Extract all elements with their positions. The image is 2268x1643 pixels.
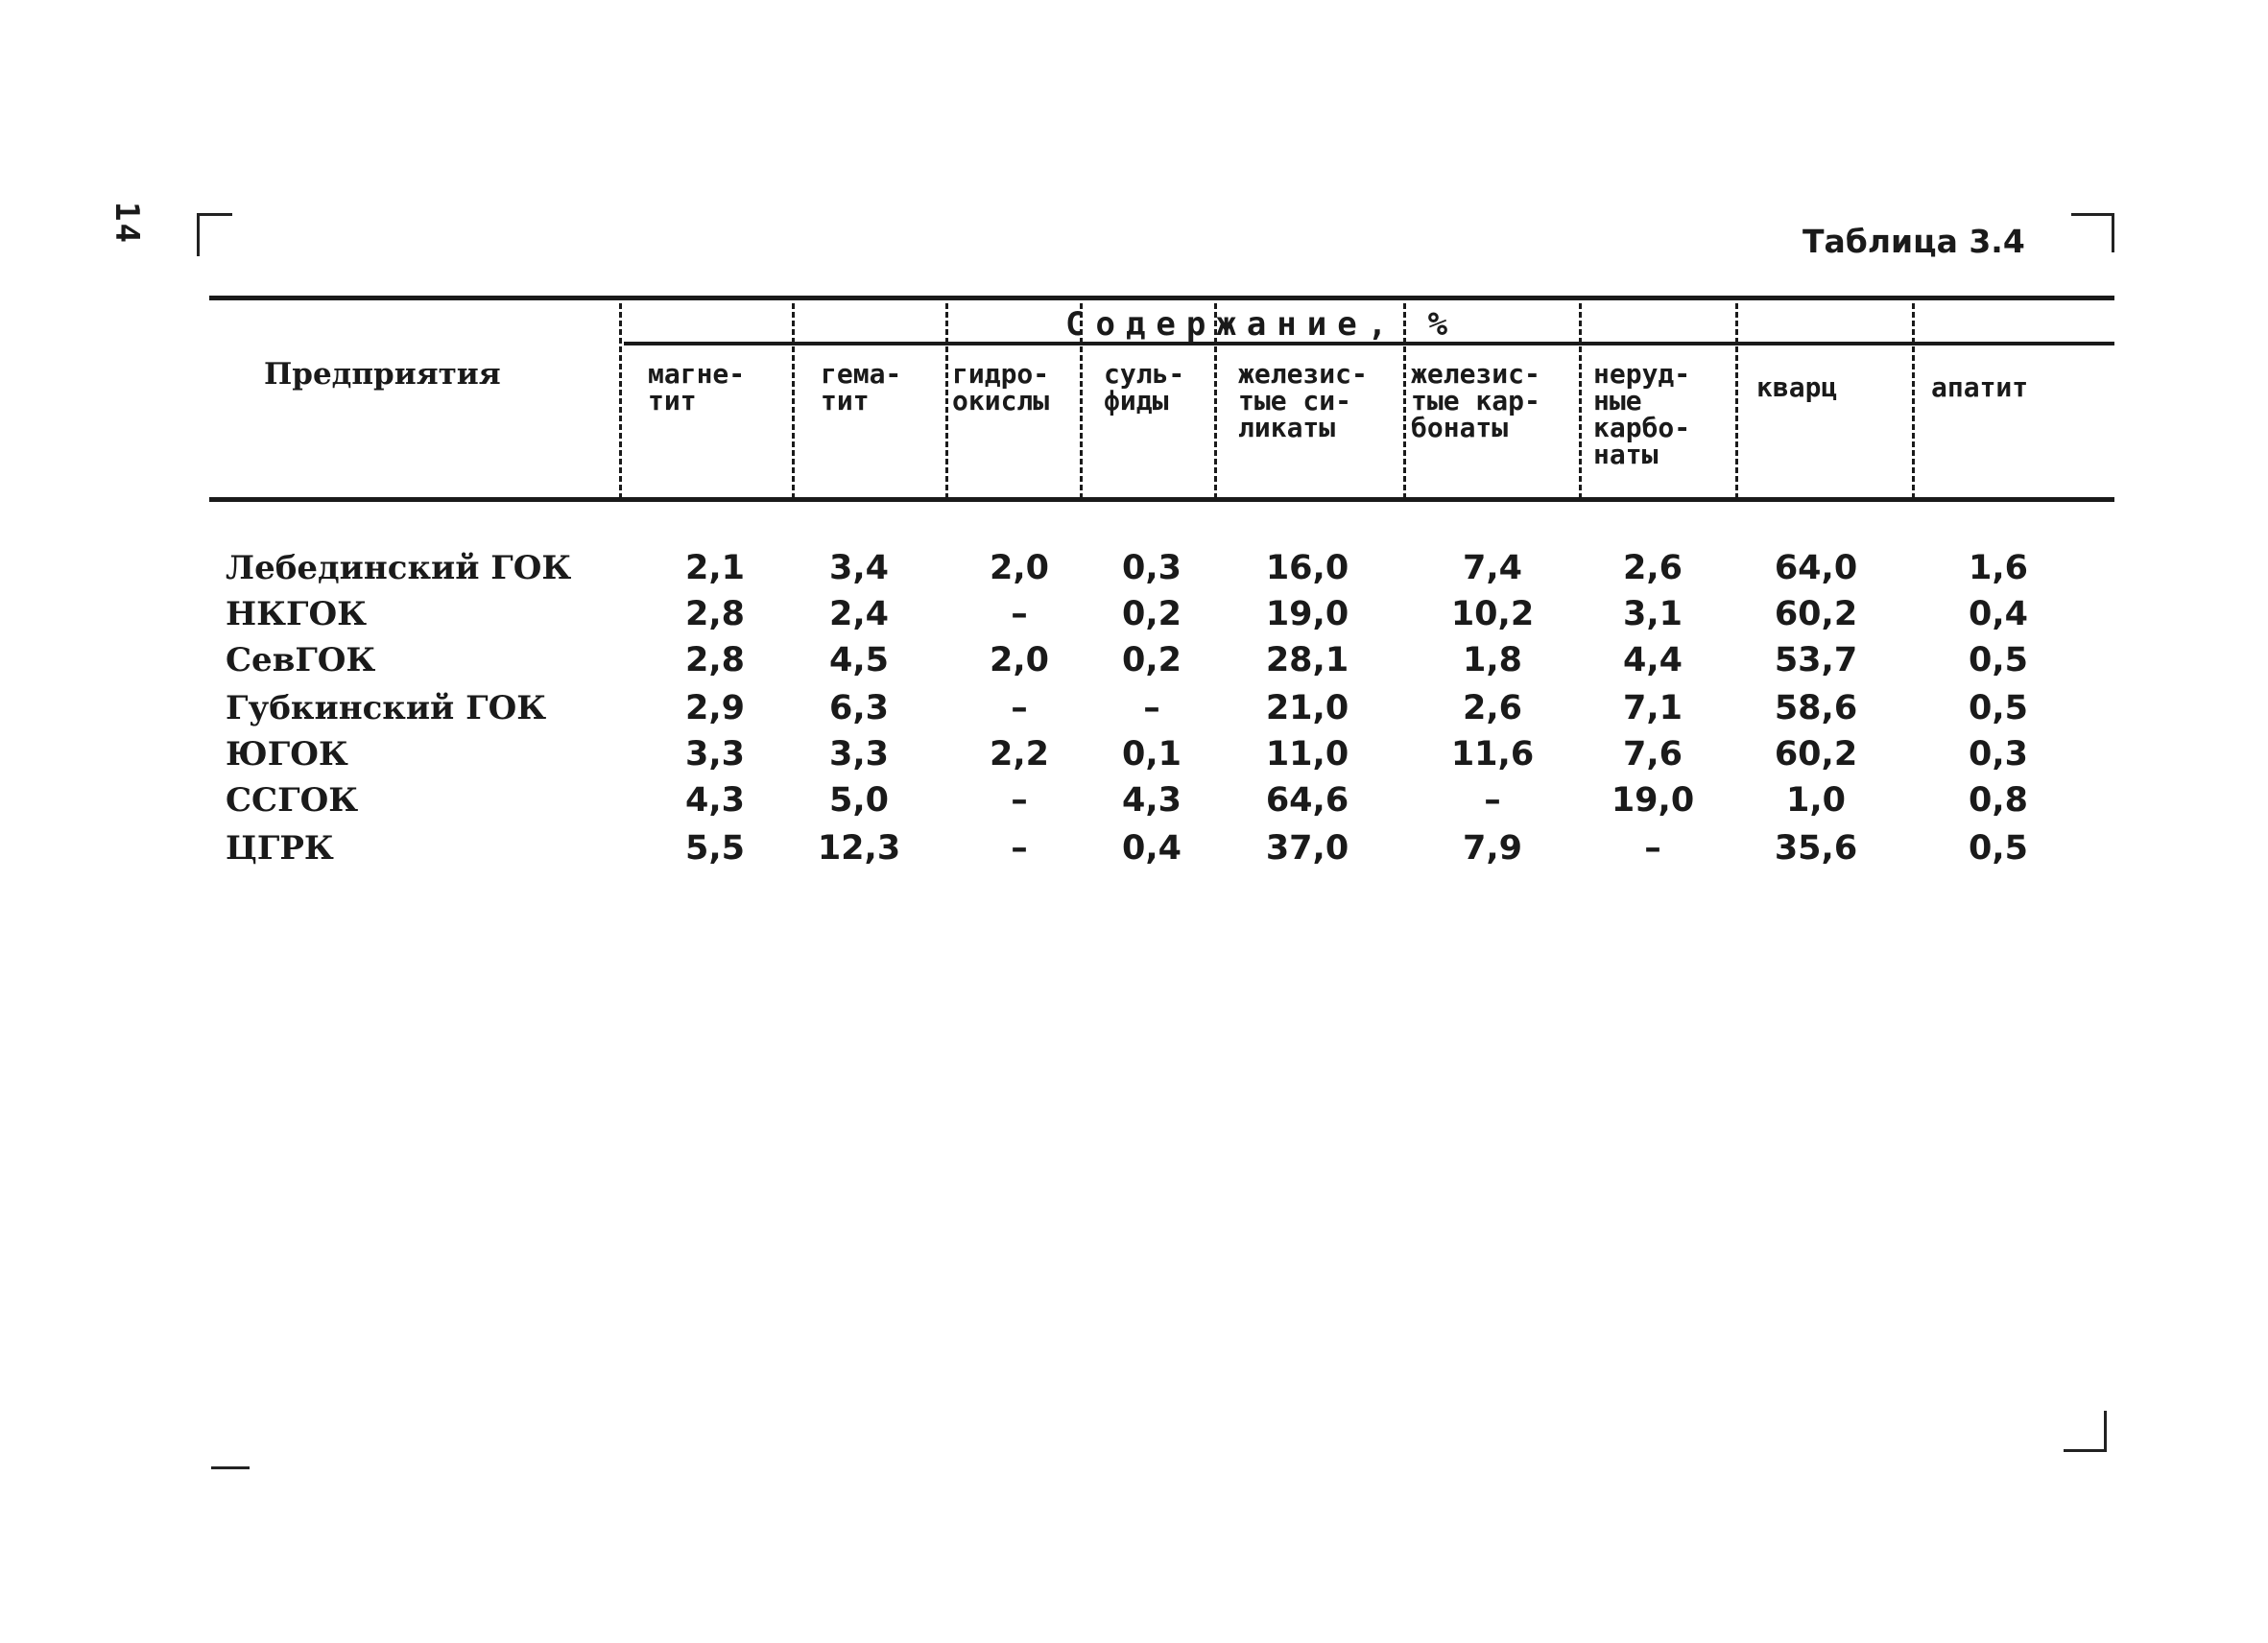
table-cell: 0,5 xyxy=(1968,829,2028,868)
table-cell: 60,2 xyxy=(1774,735,1858,774)
table-cell: 35,6 xyxy=(1774,829,1858,868)
row-enterprise-name: НКГОК xyxy=(226,595,368,633)
table-cell: – xyxy=(1011,689,1028,727)
table-cell: 28,1 xyxy=(1265,641,1349,679)
corner-mark-top-right xyxy=(2071,213,2114,252)
table-cell: 6,3 xyxy=(828,689,889,727)
table-cell: 7,9 xyxy=(1462,829,1522,868)
table-cell: 37,0 xyxy=(1265,829,1349,868)
header-column: железис- тые кар- бонаты xyxy=(1411,358,1540,443)
table-cell: 4,3 xyxy=(1121,781,1182,820)
table-cell: 4,5 xyxy=(828,641,889,679)
table-cell: 0,4 xyxy=(1968,595,2028,633)
table-cell: 2,1 xyxy=(684,549,745,587)
table-cell: 10,2 xyxy=(1450,595,1535,633)
row-enterprise-name: ЦГРК xyxy=(226,829,334,868)
table-cell: 11,0 xyxy=(1265,735,1349,774)
table-cell: 2,8 xyxy=(684,595,745,633)
column-divider xyxy=(1912,303,1915,499)
column-divider xyxy=(792,303,795,499)
table-cell: 64,0 xyxy=(1774,549,1858,587)
table-cell: 64,6 xyxy=(1265,781,1349,820)
page-number: 14 xyxy=(107,202,146,245)
table-cell: 19,0 xyxy=(1611,781,1695,820)
row-enterprise-name: ЮГОК xyxy=(226,735,348,774)
header-column: железис- тые си- ликаты xyxy=(1238,358,1368,443)
header-column: магне- тит xyxy=(648,358,746,417)
table-cell: – xyxy=(1011,781,1028,820)
table-cell: 0,2 xyxy=(1121,641,1182,679)
table-cell: 2,4 xyxy=(828,595,889,633)
table-cell: – xyxy=(1011,595,1028,633)
table-cell: 21,0 xyxy=(1265,689,1349,727)
table-cell: 12,3 xyxy=(817,829,901,868)
table-cell: 2,6 xyxy=(1462,689,1522,727)
header-column: гема- тит xyxy=(821,358,902,417)
header-content-group: Содержание, % xyxy=(1065,305,1459,344)
table-cell: 0,5 xyxy=(1968,641,2028,679)
table-cell: 16,0 xyxy=(1265,549,1349,587)
table-cell: 2,0 xyxy=(989,549,1049,587)
table-cell: 58,6 xyxy=(1774,689,1858,727)
table-cell: 2,6 xyxy=(1622,549,1683,587)
table-cell: 19,0 xyxy=(1265,595,1349,633)
table-cell: – xyxy=(1484,781,1501,820)
table-cell: 2,2 xyxy=(989,735,1049,774)
table-cell: 4,4 xyxy=(1622,641,1683,679)
column-divider xyxy=(619,303,622,499)
table-cell: 5,0 xyxy=(828,781,889,820)
table-cell: 2,9 xyxy=(684,689,745,727)
row-enterprise-name: Лебединский ГОК xyxy=(226,549,572,587)
table-cell: – xyxy=(1143,689,1160,727)
table-cell: 3,4 xyxy=(828,549,889,587)
table-title: Таблица 3.4 xyxy=(1802,223,2025,260)
header-column: апатит xyxy=(1931,371,2029,403)
table-cell: – xyxy=(1011,829,1028,868)
table-rule-header-bottom xyxy=(209,497,2114,502)
table-cell: 11,6 xyxy=(1450,735,1535,774)
header-column: кварц xyxy=(1756,371,1838,403)
column-divider xyxy=(945,303,948,499)
table-cell: 3,3 xyxy=(828,735,889,774)
table-cell: 53,7 xyxy=(1774,641,1858,679)
table-cell: 5,5 xyxy=(684,829,745,868)
table-cell: 0,1 xyxy=(1121,735,1182,774)
corner-mark-top-left xyxy=(197,213,232,256)
table-cell: 3,1 xyxy=(1622,595,1683,633)
table-cell: 3,3 xyxy=(684,735,745,774)
table-cell: 2,0 xyxy=(989,641,1049,679)
table-cell: 1,6 xyxy=(1968,549,2028,587)
table-cell: 0,3 xyxy=(1968,735,2028,774)
column-divider xyxy=(1735,303,1738,499)
table-cell: 4,3 xyxy=(684,781,745,820)
column-divider xyxy=(1579,303,1582,499)
row-enterprise-name: Губкинский ГОК xyxy=(226,689,547,727)
row-enterprise-name: СевГОК xyxy=(226,641,376,679)
table-cell: 2,8 xyxy=(684,641,745,679)
table-cell: 7,1 xyxy=(1622,689,1683,727)
header-enterprise: Предприятия xyxy=(264,357,501,392)
corner-mark-bottom-right xyxy=(2064,1411,2107,1452)
corner-mark-bottom-left xyxy=(211,1466,250,1469)
table-cell: 0,4 xyxy=(1121,829,1182,868)
header-column: гидро- окислы xyxy=(952,358,1050,417)
table-cell: 7,6 xyxy=(1622,735,1683,774)
table-cell: 0,8 xyxy=(1968,781,2028,820)
table-cell: 7,4 xyxy=(1462,549,1522,587)
table-cell: 1,0 xyxy=(1785,781,1846,820)
table-cell: – xyxy=(1644,829,1661,868)
header-column: суль- фиды xyxy=(1104,358,1185,417)
header-column: неруд- ные карбо- наты xyxy=(1593,358,1691,470)
row-enterprise-name: ССГОК xyxy=(226,781,359,820)
table-rule-top xyxy=(209,296,2114,300)
table-cell: 1,8 xyxy=(1462,641,1522,679)
table-cell: 0,5 xyxy=(1968,689,2028,727)
table-cell: 60,2 xyxy=(1774,595,1858,633)
table-cell: 0,2 xyxy=(1121,595,1182,633)
table-cell: 0,3 xyxy=(1121,549,1182,587)
